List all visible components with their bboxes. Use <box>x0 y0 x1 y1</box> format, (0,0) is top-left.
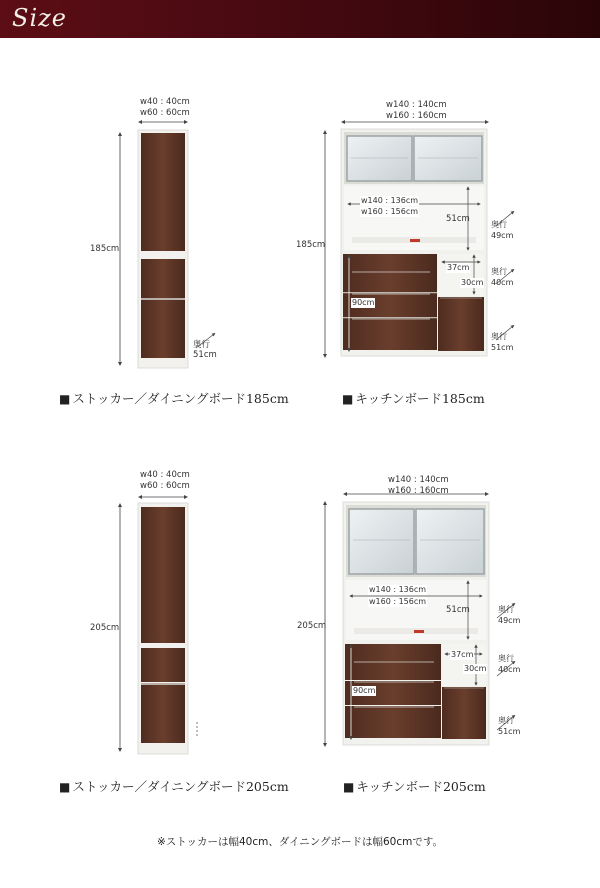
kitchen-185-opening-height: 51cm <box>446 214 470 224</box>
kitchen-205-height: 205cm <box>297 621 327 631</box>
caption-bullet: ■ <box>342 392 354 406</box>
stocker-185-depth-value: 51cm <box>193 350 217 360</box>
kitchen-205-depth-lower-label: 奥行 <box>498 716 514 725</box>
kitchen-205-width-b: w160 : 160cm <box>388 486 449 496</box>
kitchen-185-depth-upper-value: 49cm <box>491 231 514 240</box>
stocker-205-height: 205cm <box>90 623 120 633</box>
kitchen-185-caption <box>342 389 485 407</box>
page-title: Size <box>12 4 67 32</box>
stocker-205-drawing <box>120 497 197 754</box>
kitchen-205-inner-width-a: w140 : 136cm <box>369 585 427 594</box>
kitchen-185-depth-lower-label: 奥行 <box>491 332 507 341</box>
kitchen-185-tag-30: 30cm <box>461 278 484 287</box>
kitchen-185-depth-lower-value: 51cm <box>491 343 514 352</box>
kitchen-185-depth-upper-label: 奥行 <box>491 220 507 229</box>
stocker-185-width-a: w40 : 40cm <box>140 97 190 107</box>
stocker-185-drawing <box>120 122 214 368</box>
kitchen-205-tag-90: 90cm <box>353 686 376 695</box>
kitchen-205-depth-upper-value: 49cm <box>498 616 521 625</box>
kitchen-205-drawing <box>325 494 514 745</box>
stocker-185-height: 185cm <box>90 244 120 254</box>
kitchen-185-inner-width-a: w140 : 136cm <box>361 196 419 205</box>
kitchen-185-tag-90: 90cm <box>352 298 375 307</box>
kitchen-185-height: 185cm <box>296 240 326 250</box>
stocker-205-caption <box>59 777 289 795</box>
kitchen-185-tag-37: 37cm <box>447 263 470 272</box>
stocker-205-width-a: w40 : 40cm <box>140 470 190 480</box>
kitchen-205-tag-37: 37cm <box>451 650 474 659</box>
kitchen-185-depth-mid-label: 奥行 <box>491 267 507 276</box>
caption-bullet: ■ <box>59 780 71 794</box>
kitchen-205-tag-30: 30cm <box>464 664 487 673</box>
kitchen-185-width-b: w160 : 160cm <box>386 111 447 121</box>
stocker-185-caption-text: ストッカー／ダイニングボード185cm <box>72 391 289 406</box>
kitchen-205-depth-mid-value: 40cm <box>498 665 521 674</box>
kitchen-205-inner-width-b: w160 : 156cm <box>369 597 427 606</box>
stocker-185-depth-label: 奥行 <box>193 340 211 350</box>
kitchen-205-width-a: w140 : 140cm <box>388 475 449 485</box>
stocker-205-caption-text: ストッカー／ダイニングボード205cm <box>72 779 289 794</box>
caption-bullet: ■ <box>59 392 71 406</box>
footnote: ※ストッカーは幅40cm、ダイニングボードは幅60cmです。 <box>156 836 444 848</box>
kitchen-185-width-a: w140 : 140cm <box>386 100 447 110</box>
kitchen-185-caption-text: キッチンボード185cm <box>355 391 485 406</box>
stocker-185-width-b: w60 : 60cm <box>140 108 190 118</box>
kitchen-205-caption-text: キッチンボード205cm <box>356 779 486 794</box>
kitchen-205-depth-upper-label: 奥行 <box>498 605 514 614</box>
kitchen-205-opening-height: 51cm <box>446 605 470 615</box>
kitchen-185-depth-mid-value: 40cm <box>491 278 514 287</box>
kitchen-205-depth-mid-label: 奥行 <box>498 654 514 663</box>
kitchen-205-caption <box>343 777 486 795</box>
stocker-185-caption <box>59 389 289 407</box>
kitchen-205-depth-lower-value: 51cm <box>498 727 521 736</box>
kitchen-185-drawing <box>325 122 513 356</box>
kitchen-185-inner-width-b: w160 : 156cm <box>361 207 419 216</box>
caption-bullet: ■ <box>343 780 355 794</box>
stocker-205-width-b: w60 : 60cm <box>140 481 190 491</box>
